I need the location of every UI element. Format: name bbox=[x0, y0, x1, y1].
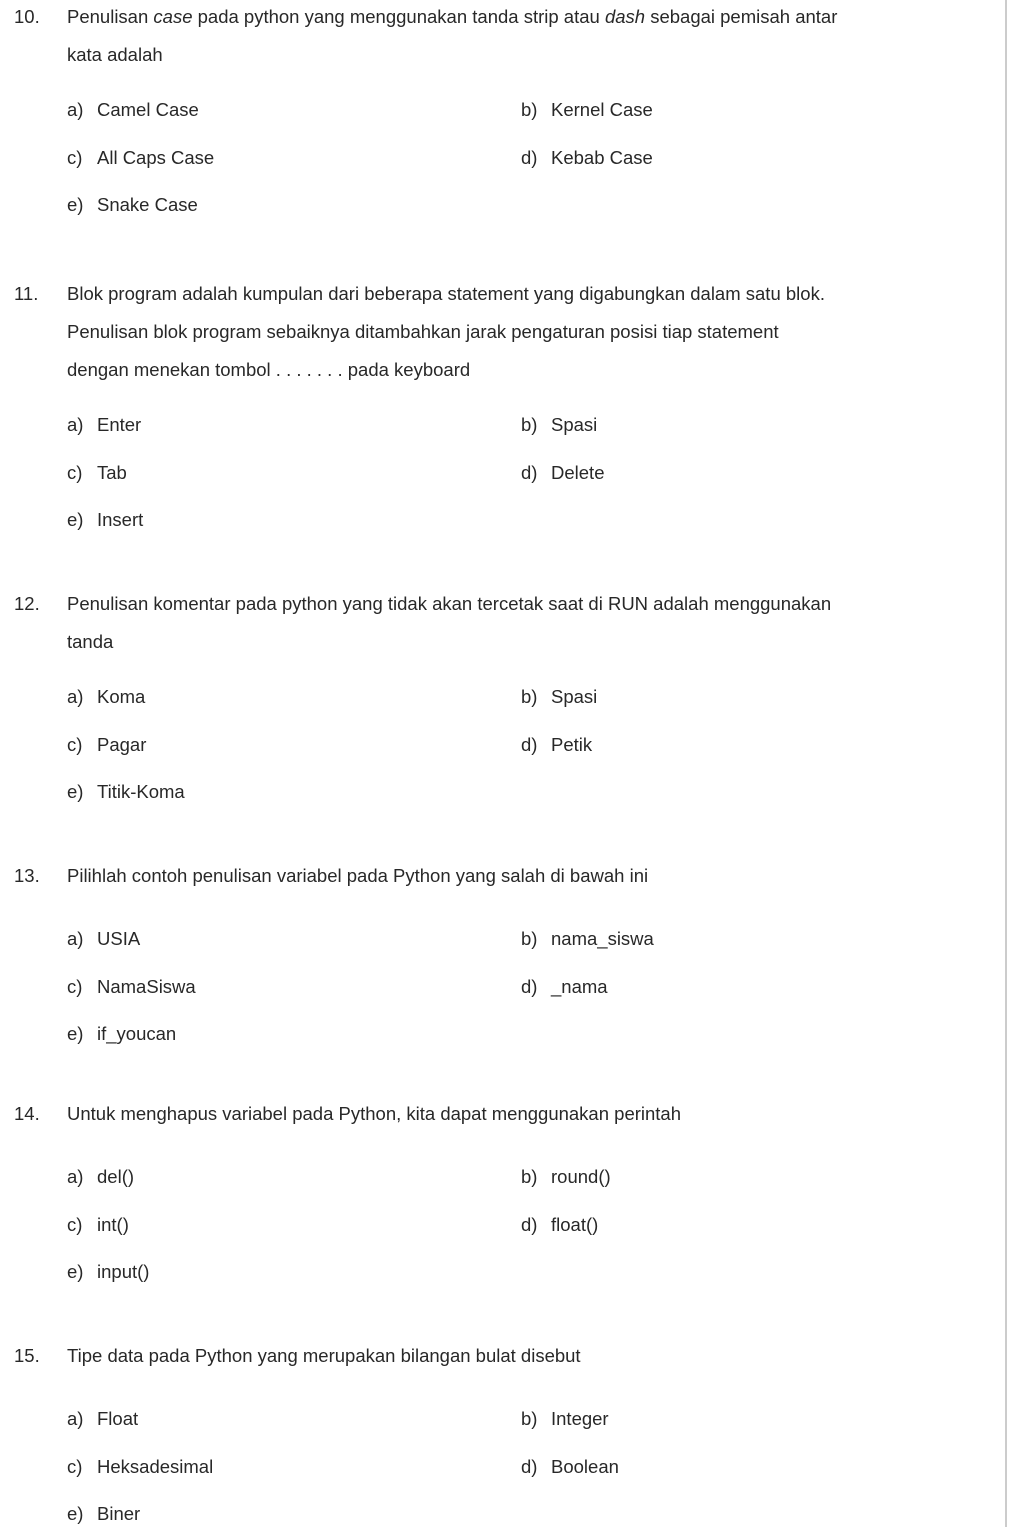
option-letter: e) bbox=[67, 1503, 84, 1524]
option-letter: a) bbox=[67, 1408, 84, 1429]
options-grid bbox=[67, 1167, 999, 1282]
option-text: Camel Case bbox=[97, 99, 199, 120]
option-text: Biner bbox=[97, 1503, 141, 1524]
option-letter: d) bbox=[521, 733, 538, 755]
option-letter: e) bbox=[67, 194, 84, 215]
question-text bbox=[67, 275, 825, 389]
question-text bbox=[67, 1337, 581, 1375]
option-d bbox=[521, 1215, 999, 1235]
option-e bbox=[67, 510, 521, 530]
option-text: Insert bbox=[97, 509, 144, 530]
option-text: del() bbox=[97, 1166, 135, 1187]
option-c bbox=[67, 463, 521, 483]
question-text-run: Blok program adalah kumpulan dari beberapa statement yang digabungkan dalam satu blok. bbox=[67, 283, 825, 304]
option-b bbox=[521, 929, 999, 949]
option-letter: a) bbox=[67, 414, 84, 435]
question-number: 12. bbox=[14, 593, 40, 614]
page-edge-line bbox=[1005, 0, 1007, 1527]
question-number: 13. bbox=[14, 865, 40, 886]
option-letter: c) bbox=[67, 1455, 83, 1477]
question-text-run: kata adalah bbox=[67, 44, 163, 65]
options-grid bbox=[67, 687, 999, 802]
option-a bbox=[67, 929, 521, 949]
option-text: NamaSiswa bbox=[97, 975, 196, 997]
option-letter: e) bbox=[67, 1261, 84, 1282]
question-head bbox=[14, 585, 999, 661]
option-a bbox=[67, 687, 521, 707]
question-number: 11. bbox=[14, 283, 39, 304]
option-e bbox=[67, 1504, 521, 1524]
option-letter: c) bbox=[67, 975, 83, 997]
option-text: Koma bbox=[97, 686, 146, 707]
option-letter: d) bbox=[521, 461, 538, 483]
question-head bbox=[14, 857, 999, 895]
option-d bbox=[521, 463, 999, 483]
option-letter: e) bbox=[67, 781, 84, 802]
option-text: Delete bbox=[551, 461, 605, 483]
question-10 bbox=[14, 0, 999, 215]
option-letter: d) bbox=[521, 1455, 538, 1477]
question-text-run: Pilihlah contoh penulisan variabel pada Python yang salah di bawah ini bbox=[67, 865, 649, 886]
option-letter: a) bbox=[67, 928, 84, 949]
option-a bbox=[67, 1409, 521, 1429]
option-e bbox=[67, 195, 521, 215]
option-a bbox=[67, 415, 521, 435]
option-letter: b) bbox=[521, 686, 538, 707]
option-letter: d) bbox=[521, 146, 538, 168]
question-text bbox=[67, 1095, 681, 1133]
option-text: Integer bbox=[551, 1408, 609, 1429]
option-d bbox=[521, 1457, 999, 1477]
question-number: 14. bbox=[14, 1103, 40, 1124]
question-head bbox=[14, 0, 999, 74]
option-letter: b) bbox=[521, 1408, 538, 1429]
options-grid bbox=[67, 415, 999, 530]
option-text: Enter bbox=[97, 414, 142, 435]
question-text-run: sebagai pemisah antar bbox=[645, 6, 838, 27]
option-a bbox=[67, 100, 521, 120]
option-c bbox=[67, 735, 521, 755]
question-11 bbox=[14, 275, 999, 530]
option-letter: e) bbox=[67, 1023, 84, 1044]
option-e bbox=[67, 1024, 521, 1044]
option-letter: b) bbox=[521, 928, 538, 949]
question-text-italic-run: case bbox=[153, 6, 193, 27]
option-text: Spasi bbox=[551, 686, 598, 707]
option-text: Heksadesimal bbox=[97, 1455, 214, 1477]
options-grid bbox=[67, 100, 999, 215]
question-text-run: tanda bbox=[67, 631, 114, 652]
option-text: All Caps Case bbox=[97, 146, 215, 168]
option-text: Spasi bbox=[551, 414, 598, 435]
option-text: float() bbox=[551, 1213, 599, 1235]
option-e bbox=[67, 1262, 521, 1282]
option-letter: c) bbox=[67, 461, 83, 483]
question-number: 10. bbox=[14, 6, 40, 27]
option-d bbox=[521, 735, 999, 755]
option-a bbox=[67, 1167, 521, 1187]
question-text-run: dengan menekan tombol . . . . . . . pada keyboard bbox=[67, 359, 471, 380]
question-text bbox=[67, 857, 648, 895]
option-e bbox=[67, 782, 521, 802]
question-text-run: Untuk menghapus variabel pada Python, kita dapat menggunakan perintah bbox=[67, 1103, 682, 1124]
question-number: 15. bbox=[14, 1345, 40, 1366]
question-head bbox=[14, 1095, 999, 1133]
option-text: Pagar bbox=[97, 733, 147, 755]
option-text: Float bbox=[97, 1408, 139, 1429]
option-text: round() bbox=[551, 1166, 611, 1187]
option-c bbox=[67, 148, 521, 168]
question-text-run: Tipe data pada Python yang merupakan bilangan bulat disebut bbox=[67, 1345, 581, 1366]
question-text bbox=[67, 0, 837, 74]
option-letter: a) bbox=[67, 686, 84, 707]
option-letter: d) bbox=[521, 975, 538, 997]
option-b bbox=[521, 1409, 999, 1429]
option-letter: c) bbox=[67, 1213, 83, 1235]
option-text: int() bbox=[97, 1213, 129, 1235]
option-text: _nama bbox=[551, 975, 608, 997]
option-c bbox=[67, 977, 521, 997]
option-text: nama_siswa bbox=[551, 928, 654, 949]
option-text: Titik-Koma bbox=[97, 781, 185, 802]
question-text-run: Penulisan komentar pada python yang tidak akan tercetak saat di RUN adalah menggunakan bbox=[67, 593, 832, 614]
question-15 bbox=[14, 1337, 999, 1524]
option-text: Kebab Case bbox=[551, 146, 653, 168]
options-grid bbox=[67, 1409, 999, 1524]
option-text: input() bbox=[97, 1261, 150, 1282]
question-text bbox=[67, 585, 831, 661]
option-text: if_youcan bbox=[97, 1023, 177, 1044]
option-letter: b) bbox=[521, 1166, 538, 1187]
question-text-italic-run: dash bbox=[604, 6, 646, 27]
option-letter: c) bbox=[67, 733, 83, 755]
option-b bbox=[521, 1167, 999, 1187]
question-head bbox=[14, 1337, 999, 1375]
question-text-run: Penulisan blok program sebaiknya ditambahkan jarak pengaturan posisi tiap statement bbox=[67, 321, 779, 342]
option-text: Petik bbox=[551, 733, 593, 755]
question-head bbox=[14, 275, 999, 389]
option-text: USIA bbox=[97, 928, 141, 949]
question-12 bbox=[14, 585, 999, 802]
option-letter: b) bbox=[521, 414, 538, 435]
option-d bbox=[521, 977, 999, 997]
question-13 bbox=[14, 857, 999, 1044]
option-letter: b) bbox=[521, 99, 538, 120]
options-grid bbox=[67, 929, 999, 1044]
option-c bbox=[67, 1215, 521, 1235]
option-text: Boolean bbox=[551, 1455, 619, 1477]
option-b bbox=[521, 100, 999, 120]
option-letter: a) bbox=[67, 99, 84, 120]
option-letter: c) bbox=[67, 146, 83, 168]
question-text-run: Penulisan bbox=[67, 6, 154, 27]
question-text-run: pada python yang menggunakan tanda strip atau bbox=[192, 6, 605, 27]
option-letter: a) bbox=[67, 1166, 84, 1187]
option-text: Snake Case bbox=[97, 194, 198, 215]
question-14 bbox=[14, 1095, 999, 1282]
option-d bbox=[521, 148, 999, 168]
option-text: Tab bbox=[97, 461, 127, 483]
option-letter: d) bbox=[521, 1213, 538, 1235]
option-letter: e) bbox=[67, 509, 84, 530]
option-b bbox=[521, 415, 999, 435]
option-b bbox=[521, 687, 999, 707]
option-c bbox=[67, 1457, 521, 1477]
option-text: Kernel Case bbox=[551, 99, 653, 120]
